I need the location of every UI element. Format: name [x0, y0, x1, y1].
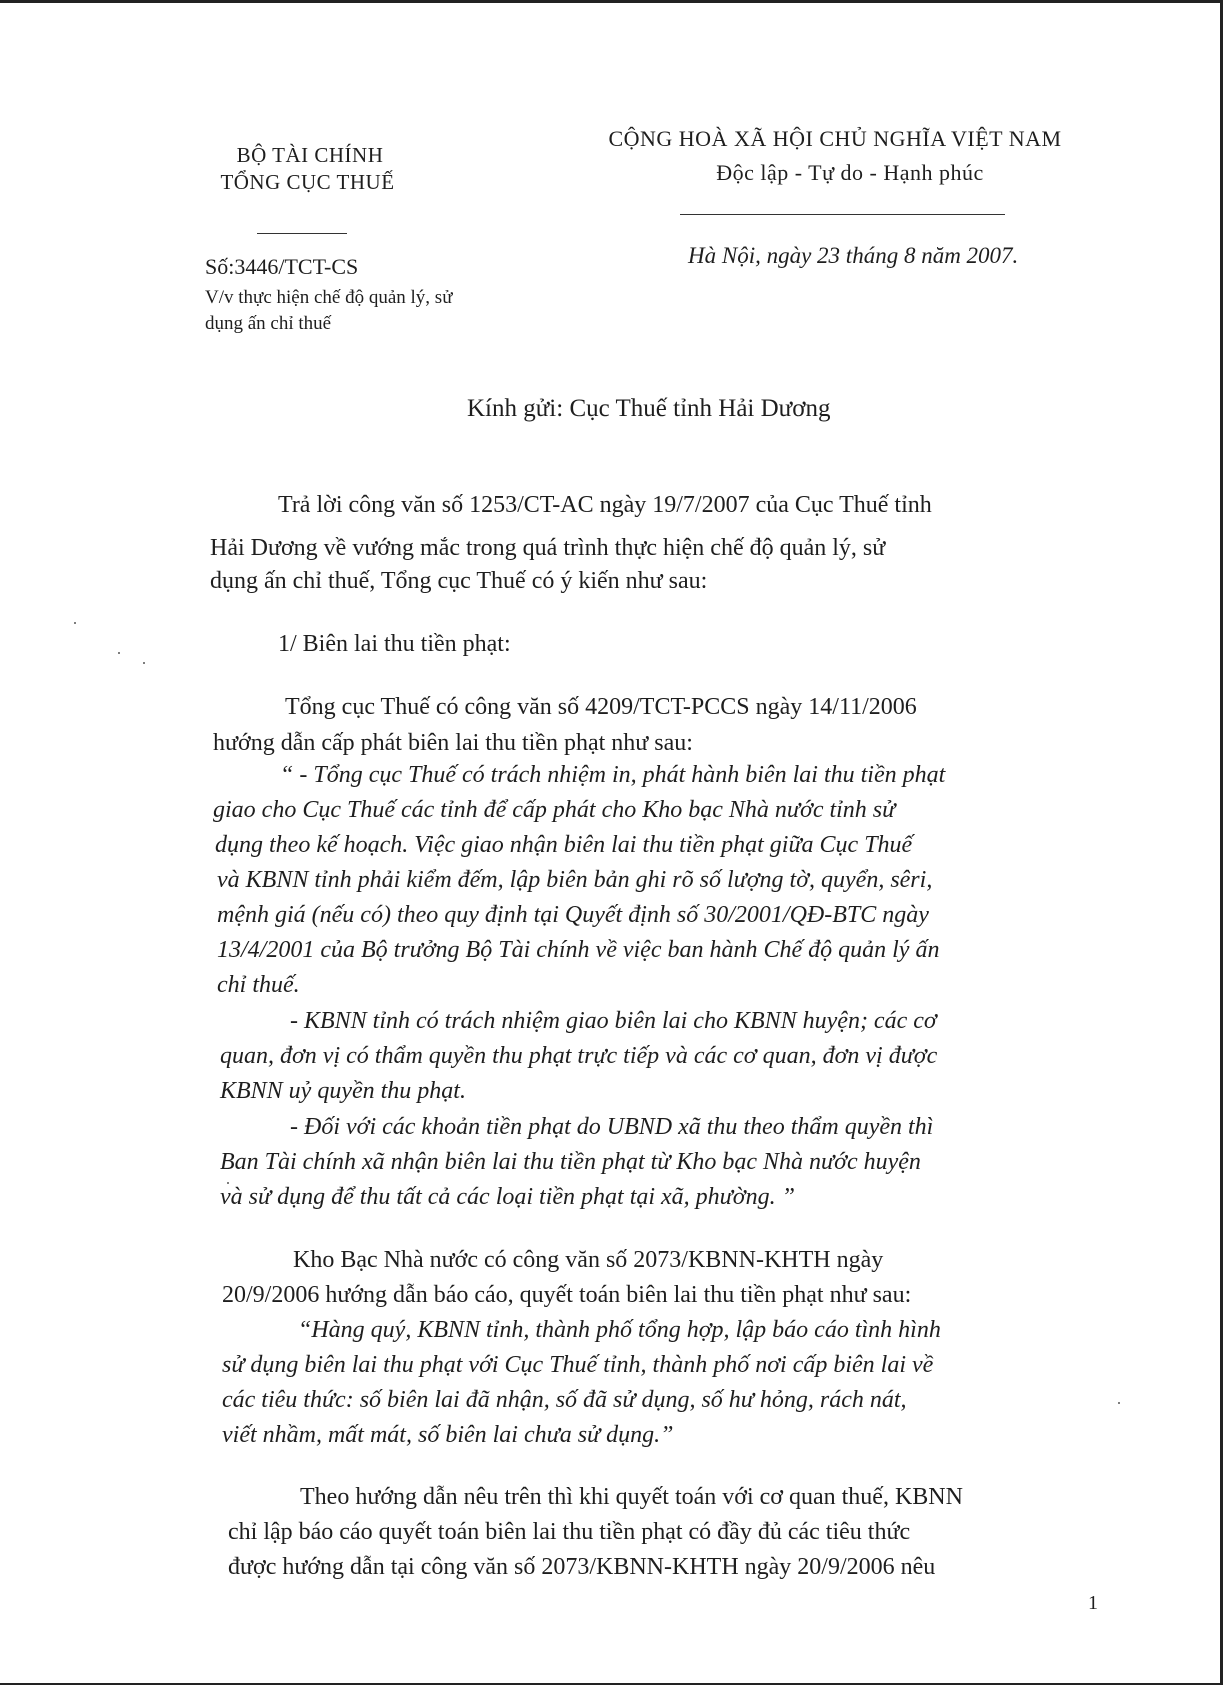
quote-2-line-4: viết nhầm, mất mát, số biên lai chưa sử dụng.”: [222, 1422, 674, 1448]
para-3-line-1: Theo hướng dẫn nêu trên thì khi quyết toán với cơ quan thuế, KBNN: [300, 1484, 963, 1510]
quote-1-line-7: chỉ thuế.: [217, 972, 300, 998]
para-2-line-2: 20/9/2006 hướng dẫn báo cáo, quyết toán biên lai thu tiền phạt như sau:: [222, 1282, 912, 1308]
quote-1-line-8: - KBNN tỉnh có trách nhiệm giao biên lai cho KBNN huyện; các cơ: [290, 1008, 937, 1034]
left-header-rule: [257, 233, 347, 234]
national-motto: Độc lập - Tự do - Hạnh phúc: [716, 160, 984, 185]
country-name: CỘNG HOÀ XÃ HỘI CHỦ NGHĨA VIỆT NAM: [608, 126, 1062, 151]
scan-speck: [118, 652, 120, 654]
scan-speck: [74, 622, 76, 624]
section-1-title: 1/ Biên lai thu tiền phạt:: [278, 631, 511, 657]
quote-1-line-11: - Đối với các khoản tiền phạt do UBND xã thu theo thẩm quyền thì: [290, 1114, 934, 1140]
para-1-line-1: Tổng cục Thuế có công văn số 4209/TCT-PCCS ngày 14/11/2006: [285, 694, 917, 720]
quote-1-line-9: quan, đơn vị có thẩm quyền thu phạt trực tiếp và các cơ quan, đơn vị được: [220, 1043, 938, 1069]
scan-speck: [1118, 1402, 1120, 1404]
para-3-line-3: được hướng dẫn tại công văn số 2073/KBNN-KHTH ngày 20/9/2006 nêu: [228, 1554, 936, 1580]
department-name: TỔNG CỤC THUẾ: [220, 170, 395, 194]
subject-line-1: V/v thực hiện chế độ quản lý, sử: [205, 287, 453, 308]
quote-1-line-3: dụng theo kế hoạch. Việc giao nhận biên lai thu tiền phạt giữa Cục Thuế: [215, 832, 913, 858]
intro-line-1: Trả lời công văn số 1253/CT-AC ngày 19/7/2007 của Cục Thuế tỉnh: [278, 492, 932, 518]
recipient: Kính gửi: Cục Thuế tỉnh Hải Dương: [467, 395, 831, 422]
quote-2-line-3: các tiêu thức: số biên lai đã nhận, số đã sử dụng, số hư hỏng, rách nát,: [222, 1387, 907, 1413]
para-2-line-1: Kho Bạc Nhà nước có công văn số 2073/KBNN-KHTH ngày: [293, 1247, 884, 1273]
quote-2-line-2: sử dụng biên lai thu phạt với Cục Thuế tỉnh, thành phố nơi cấp biên lai về: [222, 1352, 934, 1378]
subject-line-2: dụng ấn chỉ thuế: [205, 313, 332, 334]
page-number: 1: [1088, 1592, 1098, 1614]
quote-1-line-4: và KBNN tỉnh phải kiểm đếm, lập biên bản ghi rõ số lượng tờ, quyển, sêri,: [217, 867, 933, 893]
document-number: Số:3446/TCT-CS: [205, 254, 359, 279]
quote-1-line-13: và sử dụng để thu tất cả các loại tiền phạt tại xã, phường. ”: [220, 1184, 795, 1210]
quote-2-line-1: “Hàng quý, KBNN tỉnh, thành phố tổng hợp, lập báo cáo tình hình: [298, 1317, 941, 1343]
scan-speck: [143, 662, 145, 664]
para-3-line-2: chỉ lập báo cáo quyết toán biên lai thu tiền phạt có đầy đủ các tiêu thức: [228, 1519, 911, 1545]
quote-1-line-1: “ - Tổng cục Thuế có trách nhiệm in, phát hành biên lai thu tiền phạt: [280, 762, 946, 788]
scan-speck: [227, 1182, 229, 1184]
quote-1-line-6: 13/4/2001 của Bộ trưởng Bộ Tài chính về việc ban hành Chế độ quản lý ấn: [217, 937, 940, 963]
intro-line-2: Hải Dương về vướng mắc trong quá trình thực hiện chế độ quản lý, sử: [210, 535, 886, 561]
intro-line-3: dụng ấn chỉ thuế, Tổng cục Thuế có ý kiến như sau:: [210, 568, 708, 594]
place-date: Hà Nội, ngày 23 tháng 8 năm 2007.: [688, 243, 1019, 268]
quote-1-line-5: mệnh giá (nếu có) theo quy định tại Quyết định số 30/2001/QĐ-BTC ngày: [217, 902, 929, 928]
quote-1-line-2: giao cho Cục Thuế các tỉnh để cấp phát cho Kho bạc Nhà nước tỉnh sử: [213, 797, 896, 823]
right-header-rule: [680, 214, 1005, 215]
quote-1-line-12: Ban Tài chính xã nhận biên lai thu tiền phạt từ Kho bạc Nhà nước huyện: [220, 1149, 921, 1175]
scan-edge-top: [0, 0, 1223, 3]
ministry-name: BỘ TÀI CHÍNH: [236, 143, 384, 167]
para-1-line-2: hướng dẫn cấp phát biên lai thu tiền phạt như sau:: [213, 730, 693, 756]
quote-1-line-10: KBNN uỷ quyền thu phạt.: [220, 1078, 466, 1104]
